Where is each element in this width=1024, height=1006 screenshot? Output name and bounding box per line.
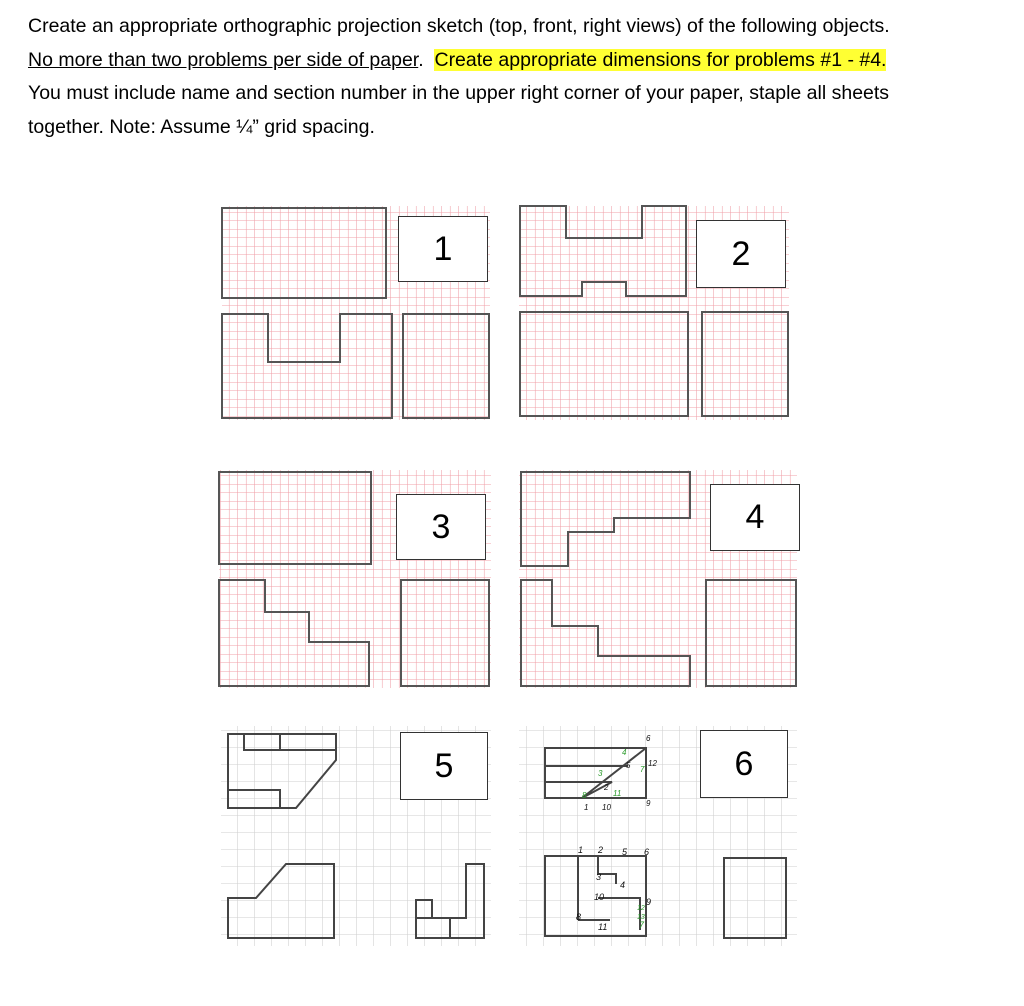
instructions-line-3: You must include name and section number in the upper right corner of your paper, staple all sheets bbox=[28, 82, 890, 104]
annotation-label: 11 bbox=[613, 789, 622, 798]
annotation-label: 10 bbox=[594, 892, 605, 902]
problem-number-box: 2 bbox=[696, 220, 786, 288]
annotation-label: 9 bbox=[646, 897, 652, 907]
problem-number-box: 6 bbox=[700, 730, 788, 798]
instructions-line-1: Create an appropriate orthographic projection sketch (top, front, right views) of the following objects. bbox=[28, 15, 890, 37]
annotation-label: 1 bbox=[578, 845, 584, 855]
annotation-label: 9 bbox=[646, 799, 651, 808]
problem-number-box: 5 bbox=[400, 732, 488, 800]
problem-number-box: 1 bbox=[398, 216, 488, 282]
annotation-label: 12 bbox=[637, 905, 645, 912]
annotation-label: 6 bbox=[646, 734, 651, 743]
annotation-label: 3 bbox=[596, 872, 602, 882]
annotation-label: 7 bbox=[640, 765, 645, 774]
annotation-label: 12 bbox=[648, 759, 657, 768]
instructions-highlighted-rule: Create appropriate dimensions for problems #1 - #4. bbox=[434, 48, 887, 71]
annotation-label: 8 bbox=[576, 912, 582, 922]
annotation-label: 2 bbox=[598, 845, 604, 855]
annotation-label: 8 bbox=[582, 791, 587, 800]
annotation-label: 11 bbox=[598, 922, 608, 932]
annotation-label: 6 bbox=[644, 847, 650, 857]
annotation-label: 13 bbox=[637, 914, 645, 921]
annotation-label: 5 bbox=[622, 847, 628, 857]
instructions-line-4: together. Note: Assume ¼” grid spacing. bbox=[28, 115, 375, 138]
instructions-period: . bbox=[418, 48, 424, 71]
annotation-label: 3 bbox=[598, 769, 603, 778]
annotation-label: 7 bbox=[639, 920, 645, 930]
problem-number-box: 4 bbox=[710, 484, 800, 551]
annotation-label: 4 bbox=[622, 748, 627, 757]
annotation-label: 5 bbox=[626, 761, 631, 770]
annotation-label: 2 bbox=[604, 783, 609, 792]
annotation-label: 4 bbox=[620, 880, 626, 890]
instructions-underlined-rule: No more than two problems per side of paper bbox=[28, 48, 419, 71]
annotation-label: 10 bbox=[602, 803, 611, 812]
problem-number-box: 3 bbox=[396, 494, 486, 560]
annotation-label: 1 bbox=[584, 803, 589, 812]
